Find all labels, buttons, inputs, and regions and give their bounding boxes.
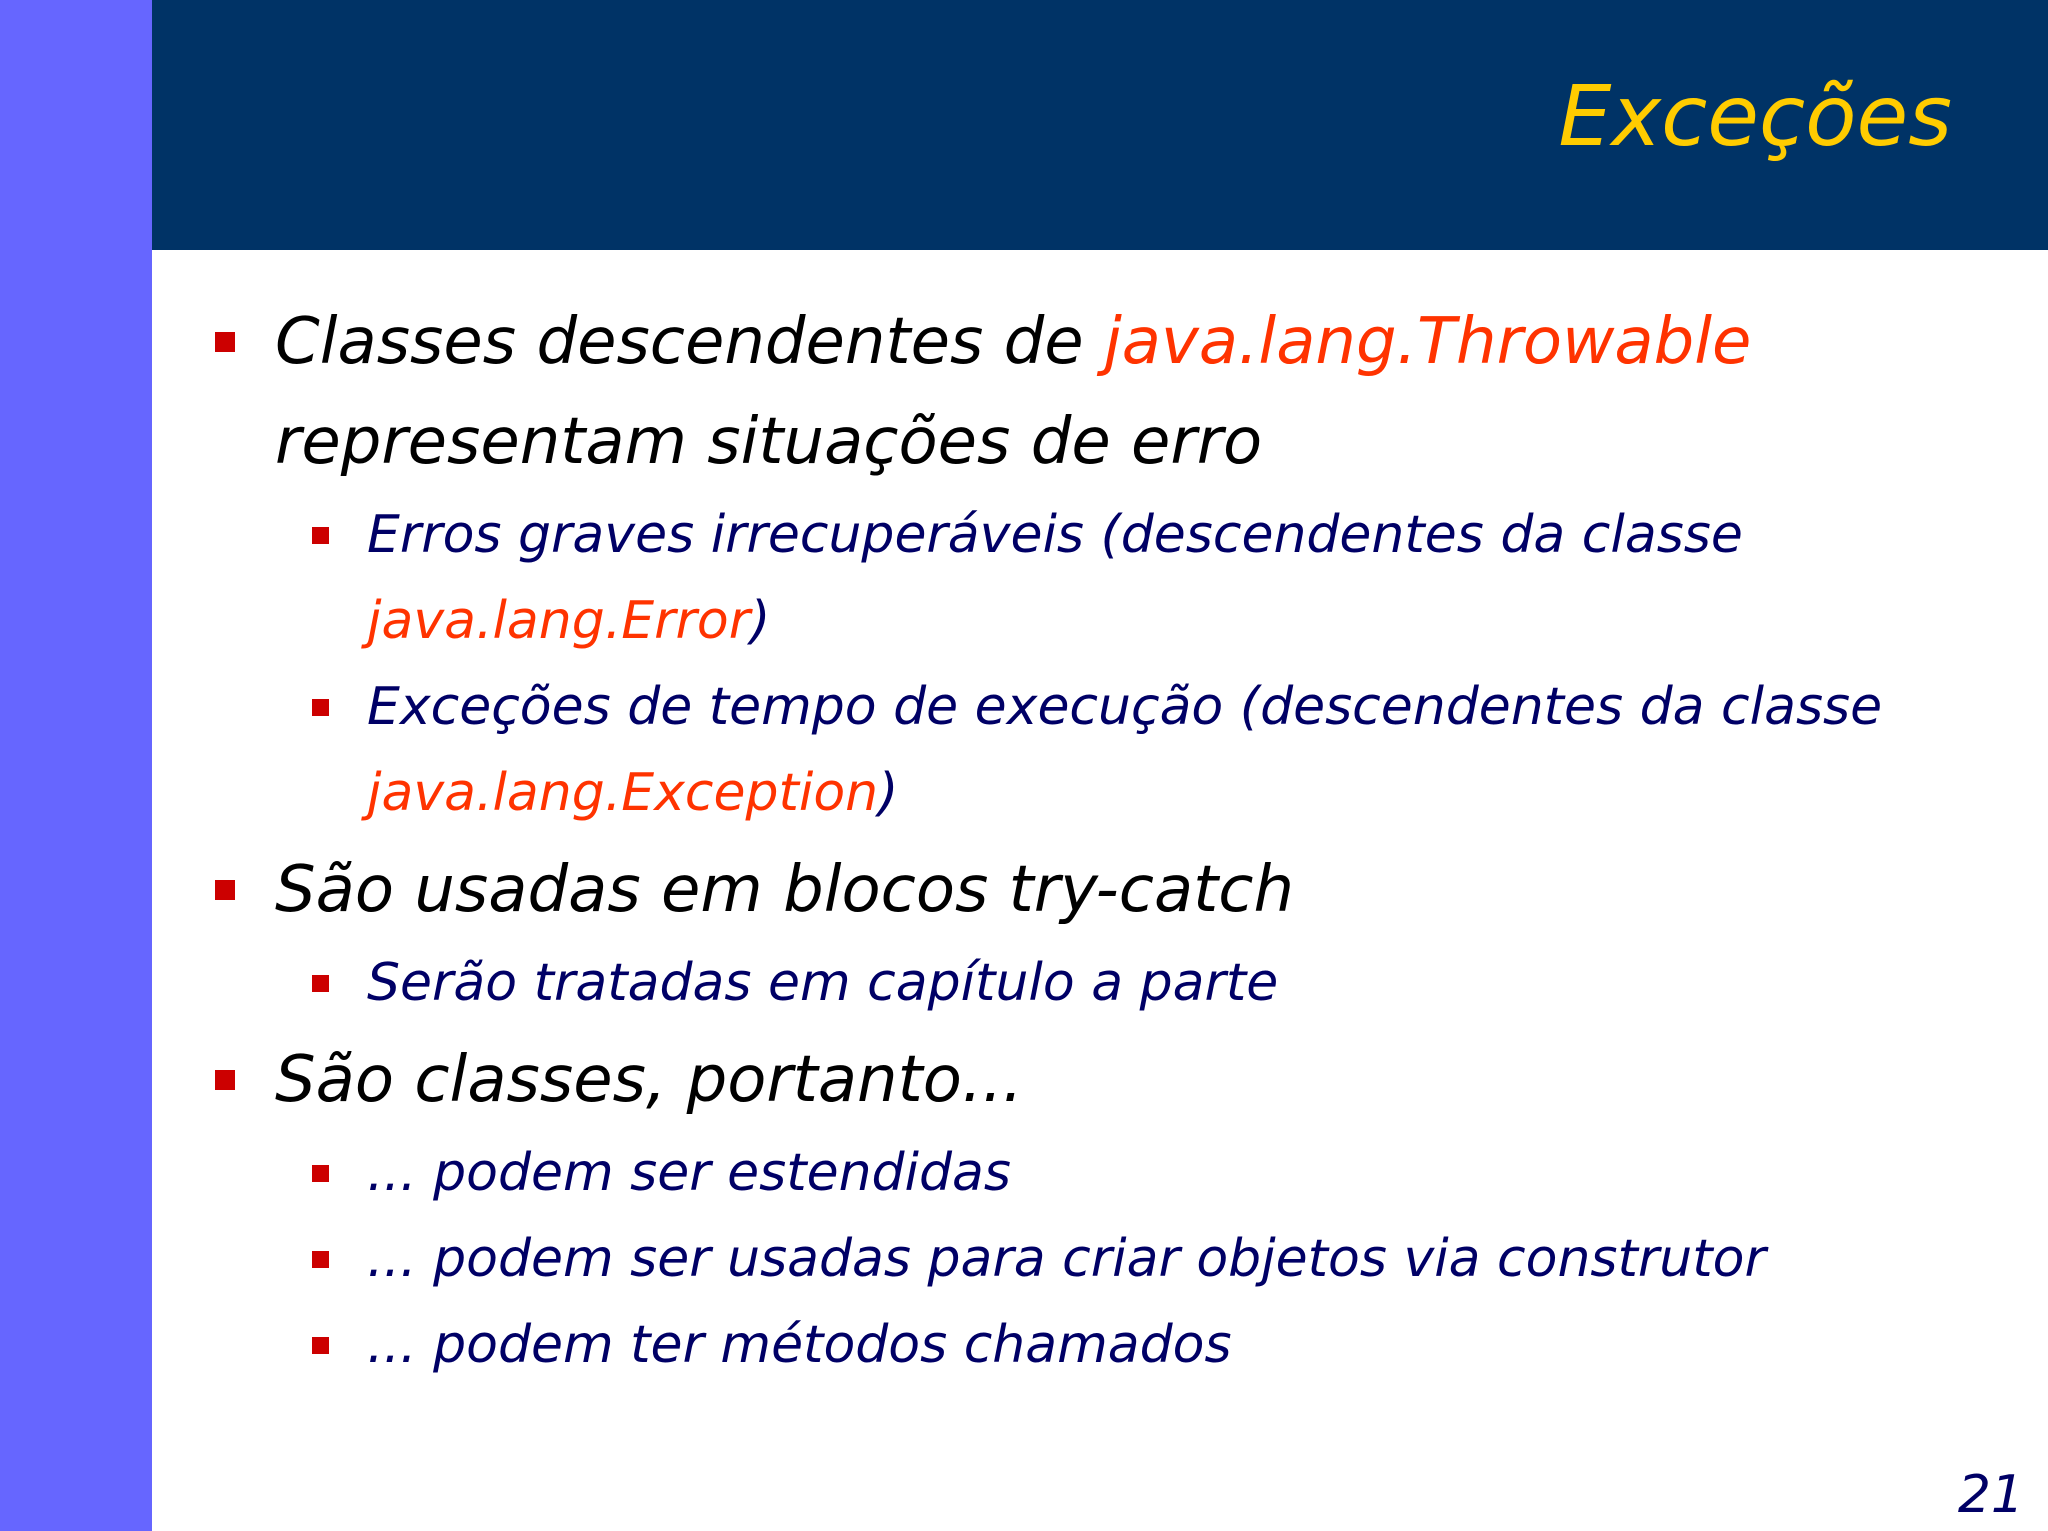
square-bullet-icon: [215, 1070, 235, 1090]
code-term-error: java.lang.Error: [367, 591, 751, 651]
bullet-text: Exceções de tempo de execução (descendentes da classe java.lang.Exception): [367, 677, 1883, 823]
square-bullet-icon: [312, 1337, 329, 1354]
bullet-text: Classes descendentes de java.lang.Throwable representam situações de erro: [275, 305, 1752, 479]
slide-title: Exceções: [1558, 67, 1952, 165]
bullet-text: Serão tratadas em capítulo a parte: [367, 953, 1279, 1013]
sub-bullet-chapter: [215, 940, 2005, 1026]
square-bullet-icon: [215, 332, 235, 352]
bullet-text: São classes, portanto...: [275, 1043, 1023, 1117]
square-bullet-icon: [312, 699, 329, 716]
title-bar: [152, 0, 2048, 250]
bullet-are-classes: [215, 1030, 2005, 1130]
code-term-exception: java.lang.Exception: [367, 763, 879, 823]
slide-content: [215, 288, 2005, 1388]
left-accent-bar: [0, 0, 152, 1531]
bullet-text: ... podem ter métodos chamados: [367, 1315, 1232, 1375]
sub-bullet-extended: [215, 1130, 2005, 1216]
square-bullet-icon: [215, 880, 235, 900]
sub-bullet-constructor: [215, 1216, 2005, 1302]
square-bullet-icon: [312, 527, 329, 544]
sub-bullet-methods: [215, 1302, 2005, 1388]
bullet-try-catch: [215, 840, 2005, 940]
bullet-throwable: [215, 292, 2005, 492]
bullet-text: São usadas em blocos try-catch: [275, 853, 1294, 927]
square-bullet-icon: [312, 1165, 329, 1182]
square-bullet-icon: [312, 975, 329, 992]
bullet-text: ... podem ser usadas para criar objetos via construtor: [367, 1229, 1766, 1289]
sub-bullet-exception: [215, 664, 2005, 836]
sub-bullet-error: [215, 492, 2005, 664]
page-number: 21: [1957, 1465, 2024, 1525]
bullet-text: ... podem ser estendidas: [367, 1143, 1011, 1203]
bullet-text: Erros graves irrecuperáveis (descendentes da classe java.lang.Error): [367, 505, 1743, 651]
code-term-throwable: java.lang.Throwable: [1103, 305, 1752, 379]
square-bullet-icon: [312, 1251, 329, 1268]
